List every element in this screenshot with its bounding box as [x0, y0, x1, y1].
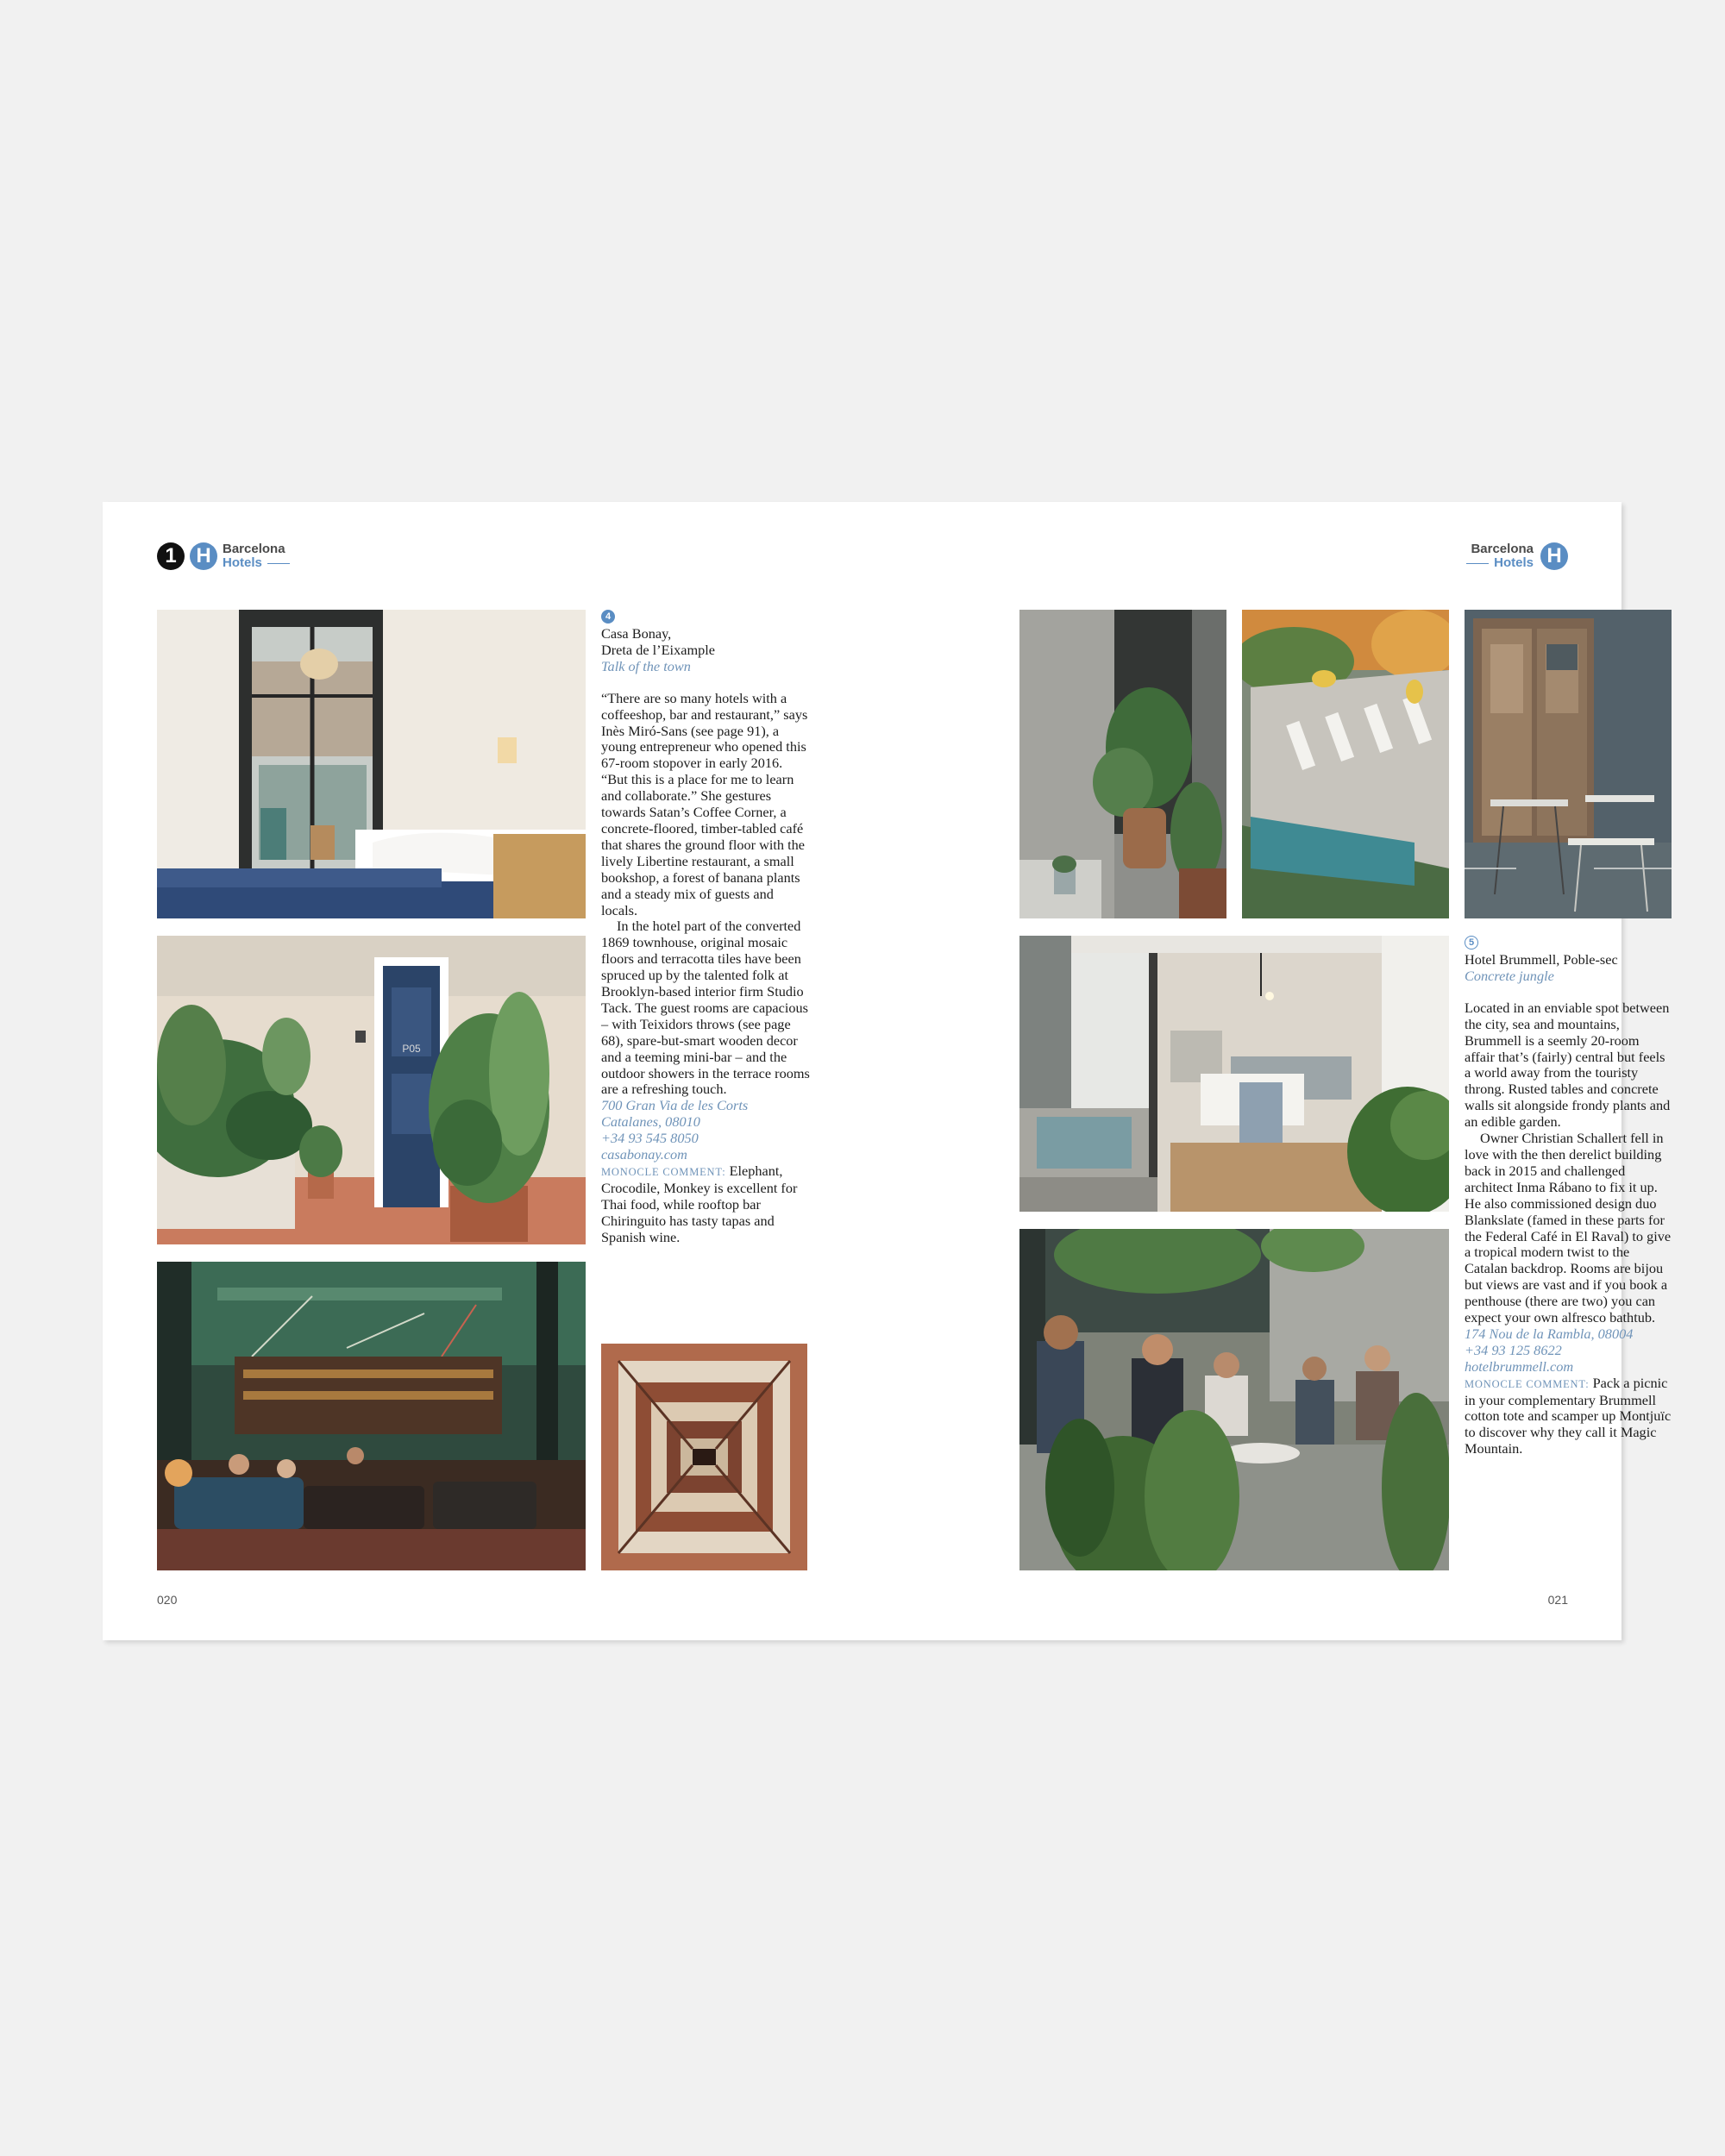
header-rule-right — [1466, 563, 1489, 564]
entry-title: Hotel Brummell, Poble-sec — [1465, 951, 1618, 968]
photo-pool-terrace — [1242, 610, 1449, 918]
chapter-number-badge: 1 — [157, 542, 185, 570]
entry-title-line1: Casa Bonay, — [601, 625, 672, 642]
entry-website: hotelbrummell.com — [1465, 1357, 1574, 1375]
page-number-right: 021 — [1547, 1593, 1568, 1607]
section-header-left — [157, 542, 290, 571]
comment-text: Pack a picnic in your complementary Brummell cotton tote and scamper up Montjuïc to discover why they call it Magic Mountain. — [1465, 1374, 1672, 1457]
entry-phone: +34 93 125 8622 — [1465, 1341, 1562, 1358]
section-name-right: Hotels — [1466, 556, 1534, 570]
photo-courtyard-door — [157, 936, 586, 1244]
section-label — [223, 542, 290, 570]
section-city: Barcelona — [223, 542, 285, 556]
entry-number-badge: 4 — [601, 610, 615, 624]
photo-concrete-plant — [1019, 610, 1226, 918]
section-label-right — [1466, 542, 1534, 570]
photo-wooden-doors — [1465, 610, 1672, 918]
left-page — [103, 502, 862, 1640]
section-name: Hotels — [223, 556, 290, 570]
entry-address-line1: 700 Gran Via de les Corts — [601, 1097, 749, 1114]
page-number-left: 020 — [157, 1593, 178, 1607]
entry-address-line2: Catalanes, 08010 — [601, 1113, 700, 1131]
magazine-spread — [103, 502, 1672, 1640]
hotel-section-icon-right: H — [1540, 542, 1568, 570]
door-sign: P05 — [402, 1043, 421, 1055]
entry-body-paragraph-2: In the hotel part of the converted 1869 townhouse, original mosaic floors and terracotta tiles have been spruced up by the talented folk at Brooklyn-based interior firm Studio Tack. The guest rooms are capacious – with Teixidors throws (see page 68), spare-but-smart wooden decor and a teeming mini-bar – and the outdoor showers in the terrace rooms are a refreshing touch. — [601, 918, 810, 1098]
monocle-comment — [601, 1163, 812, 1246]
photo-restaurant — [157, 1262, 586, 1570]
entry-body-paragraph-2: Owner Christian Schallert fell in love with the then derelict building back in 2015 and challenged architect Inma Rábano to fix it up. He also commissioned design duo Blankslate (famed in these parts for the Federal Café in El Raval) to give a tropical modern twist to the Catalan backdrop. Rooms are bijou but views are vast and if you book a penthouse (there are two) you can expect your own alfresco bathtub. — [1465, 1130, 1672, 1326]
photo-stairwell — [601, 1344, 807, 1570]
comment-text: Elephant, Crocodile, Monkey is excellent for Thai food, while rooftop bar Chiringuito has tasty tapas and Spanish wine. — [601, 1163, 798, 1245]
comment-label: MONOCLE COMMENT: — [1465, 1377, 1590, 1390]
entry-tagline: Concrete jungle — [1465, 967, 1554, 984]
entry-tagline: Talk of the town — [601, 657, 691, 674]
right-page — [862, 502, 1672, 1640]
section-city-right: Barcelona — [1471, 542, 1534, 556]
photo-courtyard-diners — [1019, 1229, 1449, 1570]
entry-phone: +34 93 545 8050 — [601, 1130, 699, 1147]
entry-casa-bonay — [601, 610, 812, 1246]
comment-label: MONOCLE COMMENT: — [601, 1166, 726, 1178]
entry-hotel-brummell — [1465, 936, 1672, 1457]
entry-number-badge-5: 5 — [1465, 936, 1478, 950]
entry-website: casabonay.com — [601, 1146, 687, 1163]
entry-title-line2: Dreta de l’Eixample — [601, 641, 715, 658]
header-rule — [267, 563, 290, 564]
entry-body-paragraph-1: “There are so many hotels with a coffeeshop, bar and restaurant,” says Inès Miró-Sans (see page 91), a young entrepreneur who opened this 67-room stopover in early 2016. “But this is a place for me to learn and collaborate.” She gestures towards Satan’s Coffee Corner, a concrete-floored, timber-tabled café that shares the ground floor with the lively Libertine restaurant, a small bookshop, a forest of banana plants and a steady mix of guests and locals. — [601, 689, 808, 918]
photo-guest-room — [1019, 936, 1449, 1212]
photo-bedroom — [157, 610, 586, 918]
monocle-comment — [1465, 1376, 1672, 1458]
section-header-right — [1466, 542, 1568, 571]
entry-address: 174 Nou de la Rambla, 08004 — [1465, 1325, 1634, 1342]
hotel-section-icon: H — [190, 542, 217, 570]
entry-body-paragraph-1: Located in an enviable spot between the city, sea and mountains, Brummell is a seemly 20-room affair that’s (fairly) central but feels a world away from the touristy throng. Rusted tables and concrete walls sit alongside frondy plants and an edible garden. — [1465, 999, 1671, 1131]
